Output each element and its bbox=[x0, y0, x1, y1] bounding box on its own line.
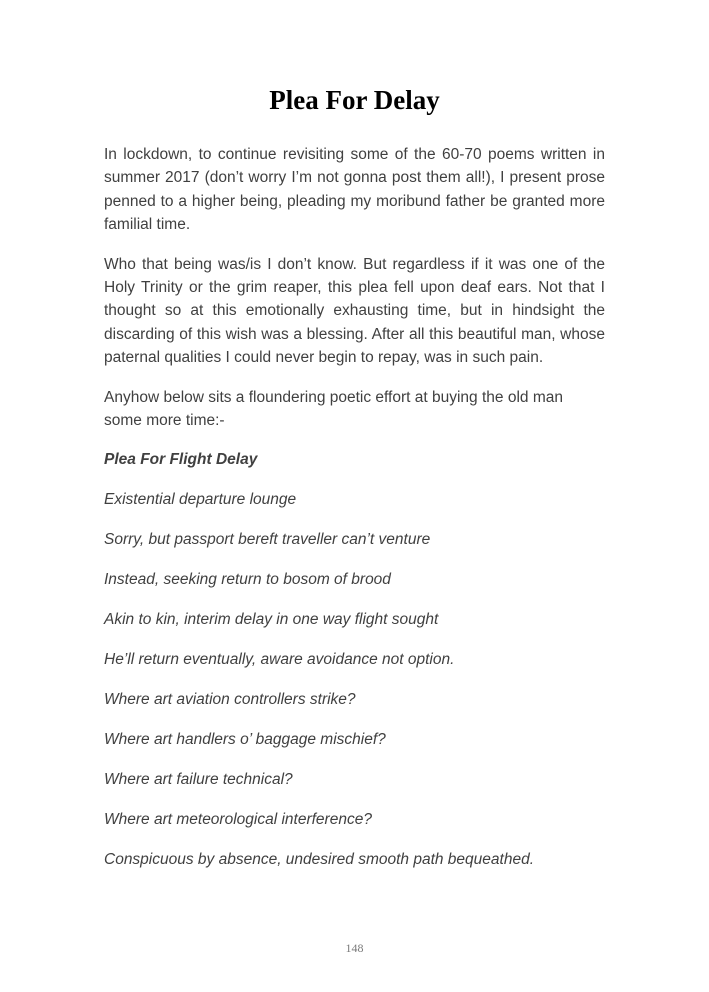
poem-line-6: Where art aviation controllers strike? bbox=[104, 690, 356, 708]
poem-line-9: Where art meteorological interference? bbox=[104, 810, 372, 828]
poem-line-7: Where art handlers o’ baggage mischief? bbox=[104, 730, 386, 748]
body-text bbox=[104, 143, 605, 888]
paragraph-3: Anyhow below sits a floundering poetic effort at buying the old man some more time:- bbox=[104, 388, 563, 430]
page-number: 148 bbox=[345, 941, 364, 955]
poem-line-2: Sorry, but passport bereft traveller can’t venture bbox=[104, 530, 431, 548]
page-title: Plea For Delay bbox=[269, 85, 440, 115]
poem-line-1: Existential departure lounge bbox=[104, 490, 297, 508]
poem-line-3: Instead, seeking return to bosom of brood bbox=[104, 570, 391, 588]
poem-title: Plea For Flight Delay bbox=[104, 451, 258, 469]
poem-line-4: Akin to kin, interim delay in one way flight sought bbox=[104, 610, 439, 628]
paragraph-1: In lockdown, to continue revisiting some of the 60-70 poems written in summer 2017 (don’t worry I’m not gonna post them all!), I present prose penned to a higher being, pleading my moribund father be granted more familial time. bbox=[104, 146, 605, 234]
poem-line-8: Where art failure technical? bbox=[104, 770, 293, 788]
paragraph-2: Who that being was/is I don’t know. But regardless if it was one of the Holy Trinity or the grim reaper, this plea fell upon deaf ears. Not that I thought so at this emotionally exhausting time, but in hindsight the discarding of this wish was a blessing. After all this beautiful man, whose paternal qualities I could never begin to repay, was in such pain. bbox=[104, 255, 605, 367]
poem-line-5: He’ll return eventually, aware avoidance not option. bbox=[104, 650, 455, 668]
poem-line-10: Conspicuous by absence, undesired smooth path bequeathed. bbox=[104, 850, 534, 868]
